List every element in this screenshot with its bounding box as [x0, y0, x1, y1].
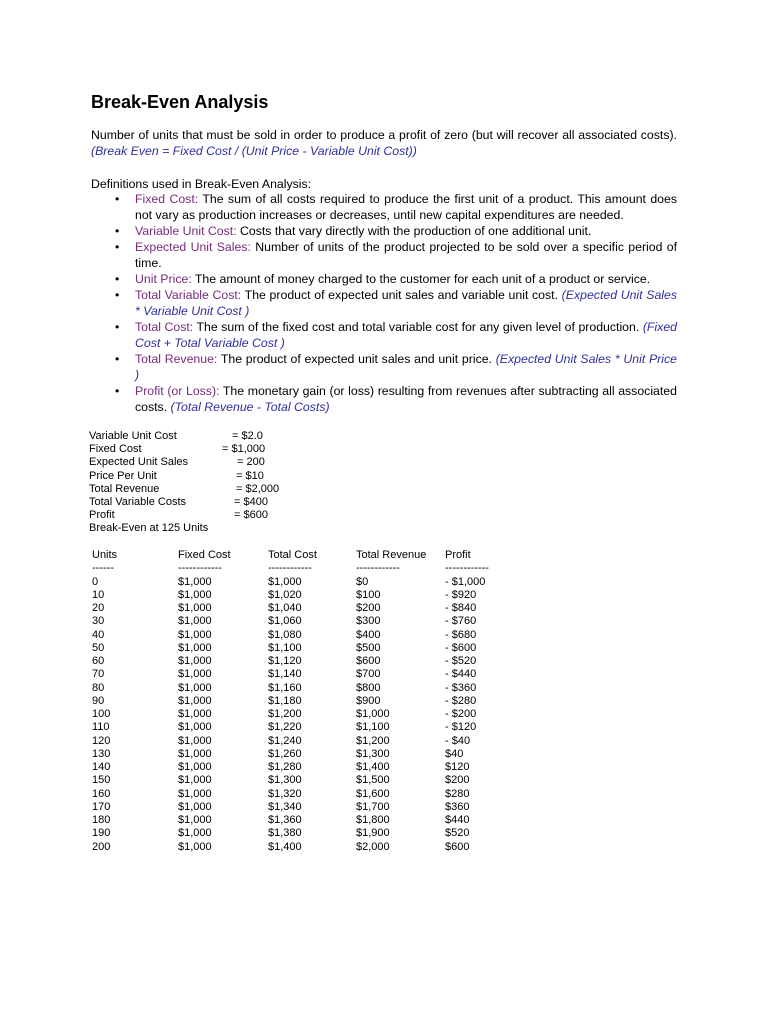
table-cell: - $40 — [445, 734, 471, 747]
column-header: Profit — [445, 549, 471, 561]
table-cell: - $440 — [445, 668, 477, 681]
summary-value: = $10 — [236, 469, 264, 482]
page-title: Break-Even Analysis — [91, 92, 269, 112]
table-cell: $0 — [356, 575, 369, 588]
table-row — [92, 708, 512, 721]
table-cell: 200 — [92, 840, 111, 853]
definition-item — [91, 319, 677, 351]
intro-paragraph — [91, 127, 677, 159]
table-cell: $800 — [356, 681, 381, 694]
table-row — [92, 788, 512, 801]
table-cell: $1,000 — [178, 814, 212, 826]
table-cell: $1,000 — [178, 694, 212, 707]
table-cell: $1,100 — [268, 641, 302, 654]
table-cell: $1,000 — [178, 708, 212, 720]
summary-label: Fixed Cost — [89, 443, 142, 456]
table-row — [92, 774, 512, 787]
table-cell: 120 — [92, 734, 111, 747]
table-cell: 70 — [92, 668, 105, 681]
table-row — [92, 655, 512, 668]
table-cell: $1,000 — [178, 602, 212, 614]
table-cell: $1,220 — [268, 721, 302, 734]
definition-formula: (Total Revenue - Total Costs) — [170, 400, 330, 414]
table-cell: $1,600 — [356, 787, 390, 800]
table-separator-row — [92, 562, 512, 575]
definition-item — [91, 271, 677, 287]
table-cell: $300 — [356, 615, 381, 628]
table-cell: $1,100 — [356, 721, 390, 734]
definitions-list — [91, 191, 677, 415]
table-cell: 80 — [92, 681, 105, 694]
break-even-table — [92, 549, 512, 854]
table-cell: $1,240 — [268, 734, 302, 747]
definition-term: Profit (or Loss): — [135, 384, 220, 398]
table-row — [92, 602, 512, 615]
summary-value: = $400 — [234, 495, 268, 508]
table-cell: $1,380 — [268, 827, 302, 840]
table-cell: $1,000 — [178, 787, 212, 800]
table-cell: $1,300 — [356, 747, 390, 760]
table-row — [92, 748, 512, 761]
table-cell: $1,000 — [178, 641, 212, 654]
table-cell: $1,000 — [178, 615, 212, 628]
table-cell: - $840 — [445, 602, 477, 614]
definition-formula: (Expected Unit Sales * Variable Unit Cost ) — [135, 288, 678, 318]
table-cell: $1,000 — [178, 655, 212, 667]
summary-label: Expected Unit Sales — [89, 456, 189, 469]
table-cell: 130 — [92, 747, 111, 760]
table-cell: $1,000 — [178, 588, 212, 601]
separator: ------------ — [356, 562, 400, 575]
summary-value: = $2,000 — [236, 482, 280, 495]
table-cell: - $120 — [445, 721, 477, 734]
definition-text: The product of expected unit sales and variable unit cost. — [241, 288, 562, 302]
definition-item — [91, 239, 677, 271]
definition-item — [91, 287, 677, 319]
table-cell: - $360 — [445, 681, 477, 694]
table-cell: $1,180 — [268, 694, 302, 707]
summary-label: Price Per Unit — [89, 469, 157, 482]
definition-text: The amount of money charged to the customer for each unit of a product or service. — [191, 272, 651, 286]
separator: ------ — [92, 562, 114, 575]
definition-term: Total Revenue: — [135, 352, 218, 366]
table-cell: 0 — [92, 575, 99, 588]
table-row — [92, 827, 512, 840]
table-cell: $400 — [356, 628, 381, 641]
table-cell: - $760 — [445, 615, 477, 628]
table-cell: 110 — [92, 721, 110, 734]
definition-term: Expected Unit Sales: — [135, 240, 251, 254]
table-row — [92, 668, 512, 681]
table-cell: - $920 — [445, 588, 477, 601]
table-cell: $1,000 — [178, 734, 212, 747]
table-cell: $1,000 — [178, 774, 212, 787]
definition-item — [91, 383, 677, 415]
column-header: Total Revenue — [356, 549, 427, 561]
table-cell: $1,000 — [356, 708, 390, 720]
table-cell: $1,000 — [178, 761, 212, 773]
table-cell: $1,000 — [178, 721, 212, 734]
table-cell: 20 — [92, 602, 105, 614]
table-cell: $1,400 — [268, 840, 302, 853]
table-cell: $600 — [445, 840, 470, 853]
table-cell: $1,360 — [268, 814, 302, 826]
column-header: Fixed Cost — [178, 549, 231, 561]
definition-formula: (Fixed Cost + Total Variable Cost ) — [135, 320, 677, 350]
intro-text: Number of units that must be sold in order to produce a profit of zero (but will recover all associated costs). — [91, 128, 677, 142]
table-row — [92, 589, 512, 602]
table-cell: $900 — [356, 694, 381, 707]
table-cell: $1,060 — [268, 615, 302, 628]
separator: ------------ — [178, 562, 222, 575]
table-cell: 100 — [92, 708, 111, 720]
table-cell: - $1,000 — [445, 575, 486, 588]
table-cell: $1,000 — [178, 747, 212, 760]
table-row — [92, 615, 512, 628]
definition-term: Variable Unit Cost: — [135, 224, 237, 238]
table-cell: $1,800 — [356, 814, 390, 826]
definition-text: Costs that vary directly with the production of one additional unit. — [236, 224, 592, 238]
separator: ------------ — [268, 562, 312, 575]
summary-label: Total Revenue — [89, 482, 160, 495]
table-cell: $1,300 — [268, 774, 302, 787]
table-row — [92, 814, 512, 827]
table-cell: $1,320 — [268, 787, 302, 800]
table-cell: $120 — [445, 761, 470, 773]
table-cell: 180 — [92, 814, 111, 826]
table-row — [92, 801, 512, 814]
summary-label: Variable Unit Cost — [89, 430, 177, 442]
definition-term: Unit Price: — [135, 272, 192, 286]
separator: ------------ — [445, 562, 489, 575]
table-cell: - $600 — [445, 641, 477, 654]
table-cell: $1,000 — [178, 840, 212, 853]
table-cell: $1,000 — [178, 800, 212, 813]
definition-text: The sum of the fixed cost and total variable cost for any given level of production. — [193, 320, 643, 334]
table-cell: $520 — [445, 827, 470, 840]
column-header: Units — [92, 549, 118, 561]
table-cell: - $520 — [445, 655, 477, 667]
table-cell: $2,000 — [356, 840, 390, 853]
summary-value: = $1,000 — [222, 443, 266, 456]
definition-text: Number of units of the product projected to be sold over a specific period of time. — [135, 240, 678, 270]
definition-item — [91, 351, 677, 383]
table-cell: 90 — [92, 694, 105, 707]
summary-value: = $600 — [234, 509, 268, 522]
definition-text: The sum of all costs required to produce the first unit of a product. This amount does not vary as production increases or decreases, until new capital expenditures are needed. — [135, 192, 678, 222]
table-cell: $200 — [356, 602, 381, 614]
table-cell: 140 — [92, 761, 111, 773]
table-cell: 150 — [92, 774, 111, 787]
table-cell: $700 — [356, 668, 381, 681]
table-cell: $1,000 — [178, 681, 212, 694]
table-cell: - $200 — [445, 708, 477, 720]
definition-text: The product of expected unit sales and unit price. — [217, 352, 496, 366]
table-header-row — [92, 549, 512, 562]
table-cell: - $680 — [445, 628, 477, 641]
table-cell: $440 — [445, 814, 470, 826]
table-cell: $1,000 — [268, 575, 302, 588]
table-cell: $600 — [356, 655, 381, 667]
table-cell: $1,160 — [268, 681, 302, 694]
table-cell: $1,000 — [178, 827, 212, 840]
definitions-heading: Definitions used in Break-Even Analysis: — [91, 177, 312, 191]
table-cell: $360 — [445, 800, 470, 813]
table-cell: 160 — [92, 787, 111, 800]
definition-formula: (Expected Unit Sales * Unit Price ) — [135, 352, 677, 382]
table-cell: $280 — [445, 787, 470, 800]
table-cell: $1,280 — [268, 761, 302, 773]
table-cell: $1,000 — [178, 668, 212, 681]
table-row — [92, 642, 512, 655]
definition-term: Total Variable Cost: — [135, 288, 242, 302]
table-cell: $100 — [356, 588, 381, 601]
table-cell: $1,040 — [268, 602, 302, 614]
table-cell: $40 — [445, 747, 464, 760]
table-row — [92, 761, 512, 774]
table-cell: $1,140 — [268, 668, 302, 681]
table-cell: 50 — [92, 641, 105, 654]
definition-item — [91, 191, 677, 223]
table-cell: $1,500 — [356, 774, 390, 787]
table-cell: 30 — [92, 615, 105, 628]
definition-item — [91, 223, 677, 239]
break-even-formula: (Break Even = Fixed Cost / (Unit Price - Variable Unit Cost)) — [91, 144, 417, 158]
definition-text: The monetary gain (or loss) resulting from revenues after subtracting all associated costs. — [135, 384, 677, 414]
summary-label: Total Variable Costs — [89, 495, 187, 508]
definition-term: Total Cost: — [135, 320, 194, 334]
table-cell: $1,900 — [356, 827, 390, 840]
definition-term: Fixed Cost: — [135, 192, 199, 206]
table-cell: 10 — [92, 588, 105, 601]
table-row — [92, 735, 512, 748]
table-cell: - $280 — [445, 694, 477, 707]
table-row — [92, 629, 512, 642]
table-cell: $1,700 — [356, 800, 390, 813]
table-cell: $1,020 — [268, 588, 302, 601]
summary-label: Profit — [89, 509, 115, 522]
table-row — [92, 841, 512, 854]
table-cell: $1,340 — [268, 800, 302, 813]
column-header: Total Cost — [268, 549, 317, 561]
table-cell: 190 — [92, 827, 111, 840]
table-cell: $500 — [356, 641, 381, 654]
table-cell: 60 — [92, 655, 105, 667]
table-row — [92, 682, 512, 695]
table-row — [92, 721, 512, 734]
table-cell: $1,400 — [356, 761, 390, 773]
table-cell: 170 — [92, 800, 111, 813]
summary-value: = 200 — [237, 456, 265, 469]
table-cell: $1,000 — [178, 575, 212, 588]
table-cell: $1,200 — [356, 734, 390, 747]
summary-value: = $2.0 — [232, 430, 263, 442]
table-cell: $1,200 — [268, 708, 302, 720]
table-row — [92, 576, 512, 589]
table-cell: $1,120 — [268, 655, 302, 667]
table-cell: $200 — [445, 774, 470, 787]
table-cell: $1,080 — [268, 628, 302, 641]
table-cell: $1,260 — [268, 747, 302, 760]
table-row — [92, 695, 512, 708]
table-cell: 40 — [92, 628, 105, 641]
break-even-note: Break-Even at 125 Units — [89, 522, 209, 535]
table-cell: $1,000 — [178, 628, 212, 641]
